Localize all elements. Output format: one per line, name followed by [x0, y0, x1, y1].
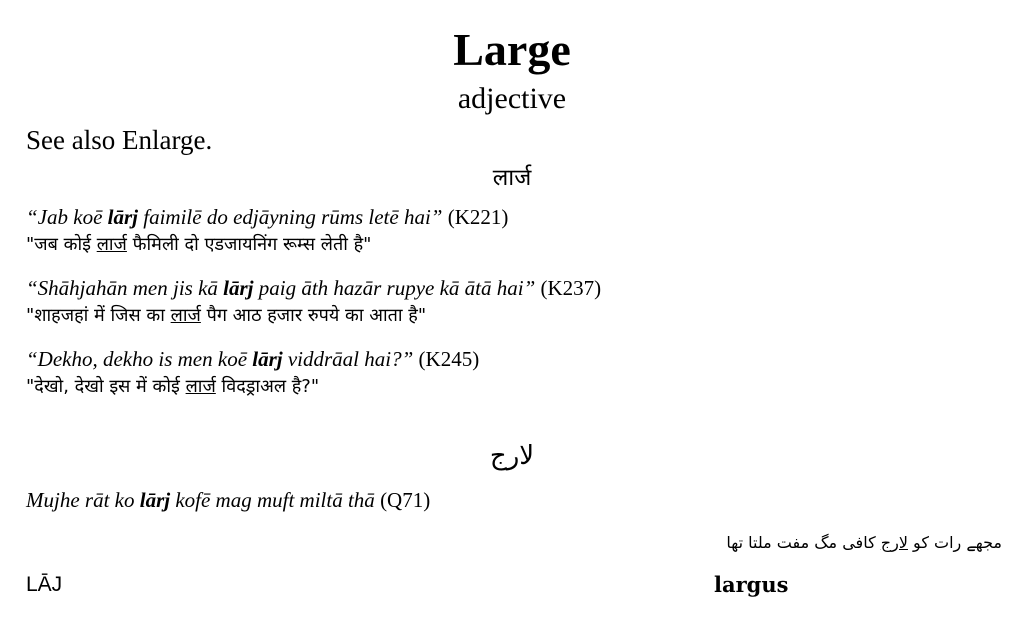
citation-2-transliteration: “Shāhjahān men jis kā lārj paig āth hazār rupye kā ātā hai” (K237)	[26, 276, 602, 300]
citation-3-devanagari: "देखो, देखो इस में कोई लार्ज विदड्राअल है?"	[26, 376, 320, 397]
citation-1-transliteration: “Jab koē lārj faimilē do edjāyning rūms letē hai” (K221)	[26, 205, 509, 229]
headword: Large	[453, 24, 571, 75]
urdu-citation-transliteration: Mujhe rāt ko lārj kofē mag muft miltā thā (Q71)	[26, 488, 431, 512]
hindi-heading: लार्ज	[492, 165, 532, 191]
underlined-term: लार्ज	[170, 305, 201, 326]
etymology-label-right: largus	[714, 572, 789, 597]
urdu-heading: لارج	[489, 441, 535, 471]
citation-3-transliteration: “Dekho, dekho is men koē lārj viddrāal hai?” (K245)	[26, 347, 480, 371]
underlined-term: لارج	[880, 533, 908, 552]
underlined-term: लार्ज	[185, 376, 216, 397]
part-of-speech: adjective	[457, 82, 567, 115]
urdu-citation-script: مجھے رات کو لارج کافی مگ مفت ملتا تھا	[726, 533, 1002, 552]
underlined-term: लार्ज	[96, 234, 127, 255]
citation-2-devanagari: "शाहजहां में जिस का लार्ज पैग आठ हजार रुपये का आता है"	[26, 305, 427, 326]
citation-1-devanagari: "जब कोई लार्ज फैमिली दो एडजायनिंग रूम्स लेती है"	[26, 234, 372, 255]
etymology-label-left: LĀJ	[26, 573, 63, 596]
see-also-note: See also Enlarge.	[26, 125, 213, 155]
